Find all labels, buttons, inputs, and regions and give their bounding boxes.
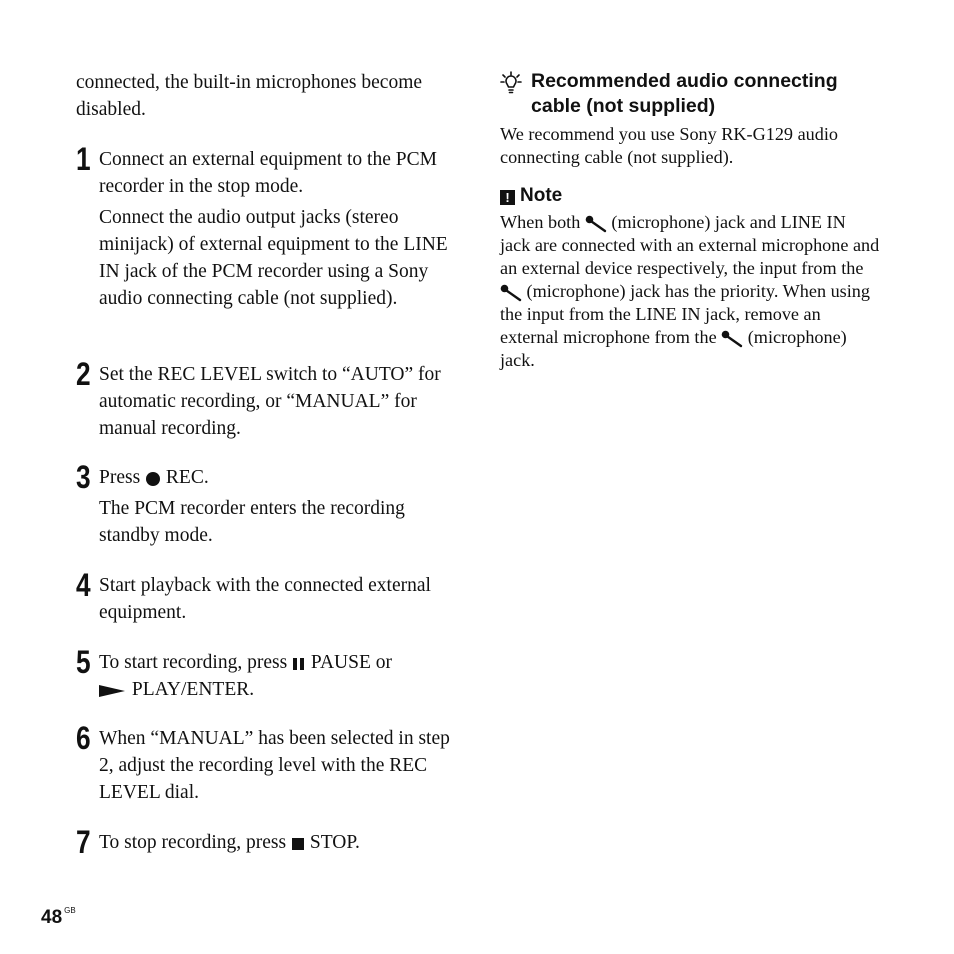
step-1 [76, 141, 456, 312]
step-text-a: To start recording, press [99, 652, 288, 673]
page-number [41, 906, 76, 929]
tip-body: We recommend you use Sony RK-G129 audio connecting cable (not supplied). [500, 124, 838, 167]
step-number: 3 [76, 459, 91, 495]
step-text-after: STOP. [309, 832, 360, 853]
step-number: 1 [76, 141, 91, 177]
page-number-suffix: GB [64, 906, 76, 915]
microphone-icon [585, 215, 607, 233]
intro-paragraph: connected, the built-in microphones become disabled. [76, 72, 423, 120]
page-number-value: 48 [41, 907, 63, 928]
stop-icon [291, 837, 305, 851]
step-text-before: Press [99, 467, 141, 488]
step-6 [76, 720, 456, 806]
step-text-before: To stop recording, press [99, 832, 287, 853]
step-text [99, 829, 456, 856]
step-number: 2 [76, 356, 91, 392]
step-5 [76, 644, 456, 703]
step-text-b: PAUSE or [310, 652, 393, 673]
microphone-icon [500, 284, 522, 302]
step-7 [76, 824, 456, 860]
step-text [99, 649, 456, 703]
tip-heading-text: Recommended audio connecting cable (not supplied) [531, 70, 838, 117]
note-text-2: (microphone) jack and LINE IN jack are connected with an external microphone and an external device respectively, the input from the [500, 212, 880, 278]
step-3 [76, 459, 456, 549]
note-heading-text: Note [520, 185, 563, 206]
step-text: Connect an external equipment to the PCM recorder in the stop mode. [99, 149, 437, 197]
note-text-1: When both [500, 212, 581, 232]
step-text-after: REC. [165, 467, 209, 488]
note-heading [500, 184, 562, 208]
step-4 [76, 567, 456, 626]
step-text: Start playback with the connected external equipment. [99, 575, 431, 623]
step-2 [76, 356, 456, 442]
pause-icon [292, 657, 306, 671]
step-text: Set the REC LEVEL switch to “AUTO” for automatic recording, or “MANUAL” for manual recording. [99, 364, 441, 439]
microphone-icon [721, 330, 743, 348]
step-number: 5 [76, 644, 91, 680]
step-text: When “MANUAL” has been selected in step 2, adjust the recording level with the REC LEVEL dial. [99, 728, 450, 803]
step-text-c: PLAY/ENTER. [131, 679, 255, 700]
lightbulb-icon [500, 71, 522, 95]
note-body [500, 211, 880, 372]
record-icon [145, 471, 161, 487]
note-text-4: (microphone) jack. [500, 327, 847, 370]
step-number: 6 [76, 720, 91, 756]
play-icon [99, 684, 127, 698]
step-subtext: Connect the audio output jacks (stereo minijack) of external equipment to the LINE IN jack of the PCM recorder using a Sony audio connecting cable (not supplied). [99, 207, 448, 309]
step-number: 4 [76, 567, 91, 603]
step-subtext: The PCM recorder enters the recording standby mode. [99, 498, 405, 546]
note-icon: ! [500, 190, 515, 205]
tip-heading [500, 69, 880, 119]
step-number: 7 [76, 824, 91, 860]
step-text [99, 464, 456, 491]
note-text-3: (microphone) jack has the priority. When using the input from the LINE IN jack, remove an external microphone from the [500, 281, 870, 347]
